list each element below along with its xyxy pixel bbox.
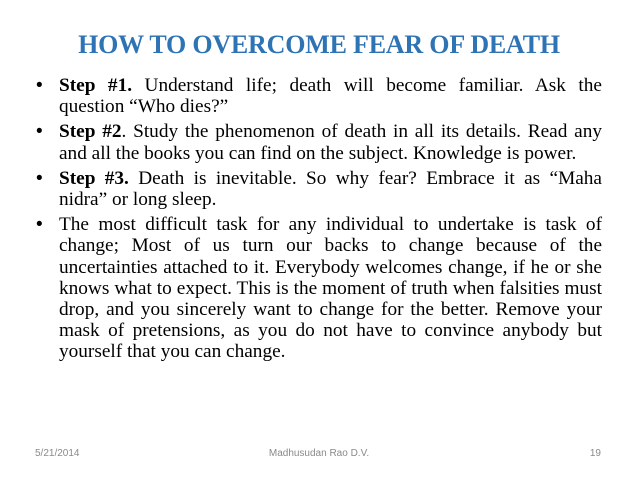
bullet-text: The most difficult task for any individual to undertake is task of change; Most of us turn our backs to change because of the uncertainties attached to it. Everybody welcomes change, if he or she knows what to expect. This is the moment of truth when falsities must drop, and you sincerely want to change for the better. Remove your mask of pretensions, as you do not have to convince anybody but yourself that you can change.	[59, 214, 602, 363]
bullet-icon: •	[36, 214, 43, 236]
footer-date: 5/21/2014	[35, 448, 80, 459]
bullet-item-change	[36, 214, 602, 362]
bullet-icon: •	[36, 75, 43, 96]
bullet-text: Death is inevitable. So why fear? Embrace it as “Maha nidra” or long sleep.	[59, 167, 602, 211]
bullet-item-step-1	[36, 75, 602, 117]
bullet-heading: Step #2	[59, 121, 122, 143]
bullet-text: Understand life; death will become familiar. Ask the question “Who dies?”	[59, 75, 602, 118]
footer-author: Madhusudan Rao D.V.	[268, 448, 370, 459]
bullet-heading: Step #1.	[59, 75, 133, 96]
bullet-icon: •	[36, 167, 43, 189]
bullet-item-step-3	[36, 168, 602, 210]
slide-title: HOW TO OVERCOME FEAR OF DEATH	[78, 30, 560, 59]
bullet-text: . Study the phenomenon of death in all its details. Read any and all the books you can find on the subject. Knowledge is power.	[59, 121, 602, 164]
bullet-list	[36, 75, 602, 367]
bullet-item-step-2	[36, 121, 602, 163]
bullet-icon: •	[36, 121, 43, 143]
bullet-heading: Step #3.	[59, 167, 129, 189]
footer-page-number: 19	[589, 448, 601, 459]
